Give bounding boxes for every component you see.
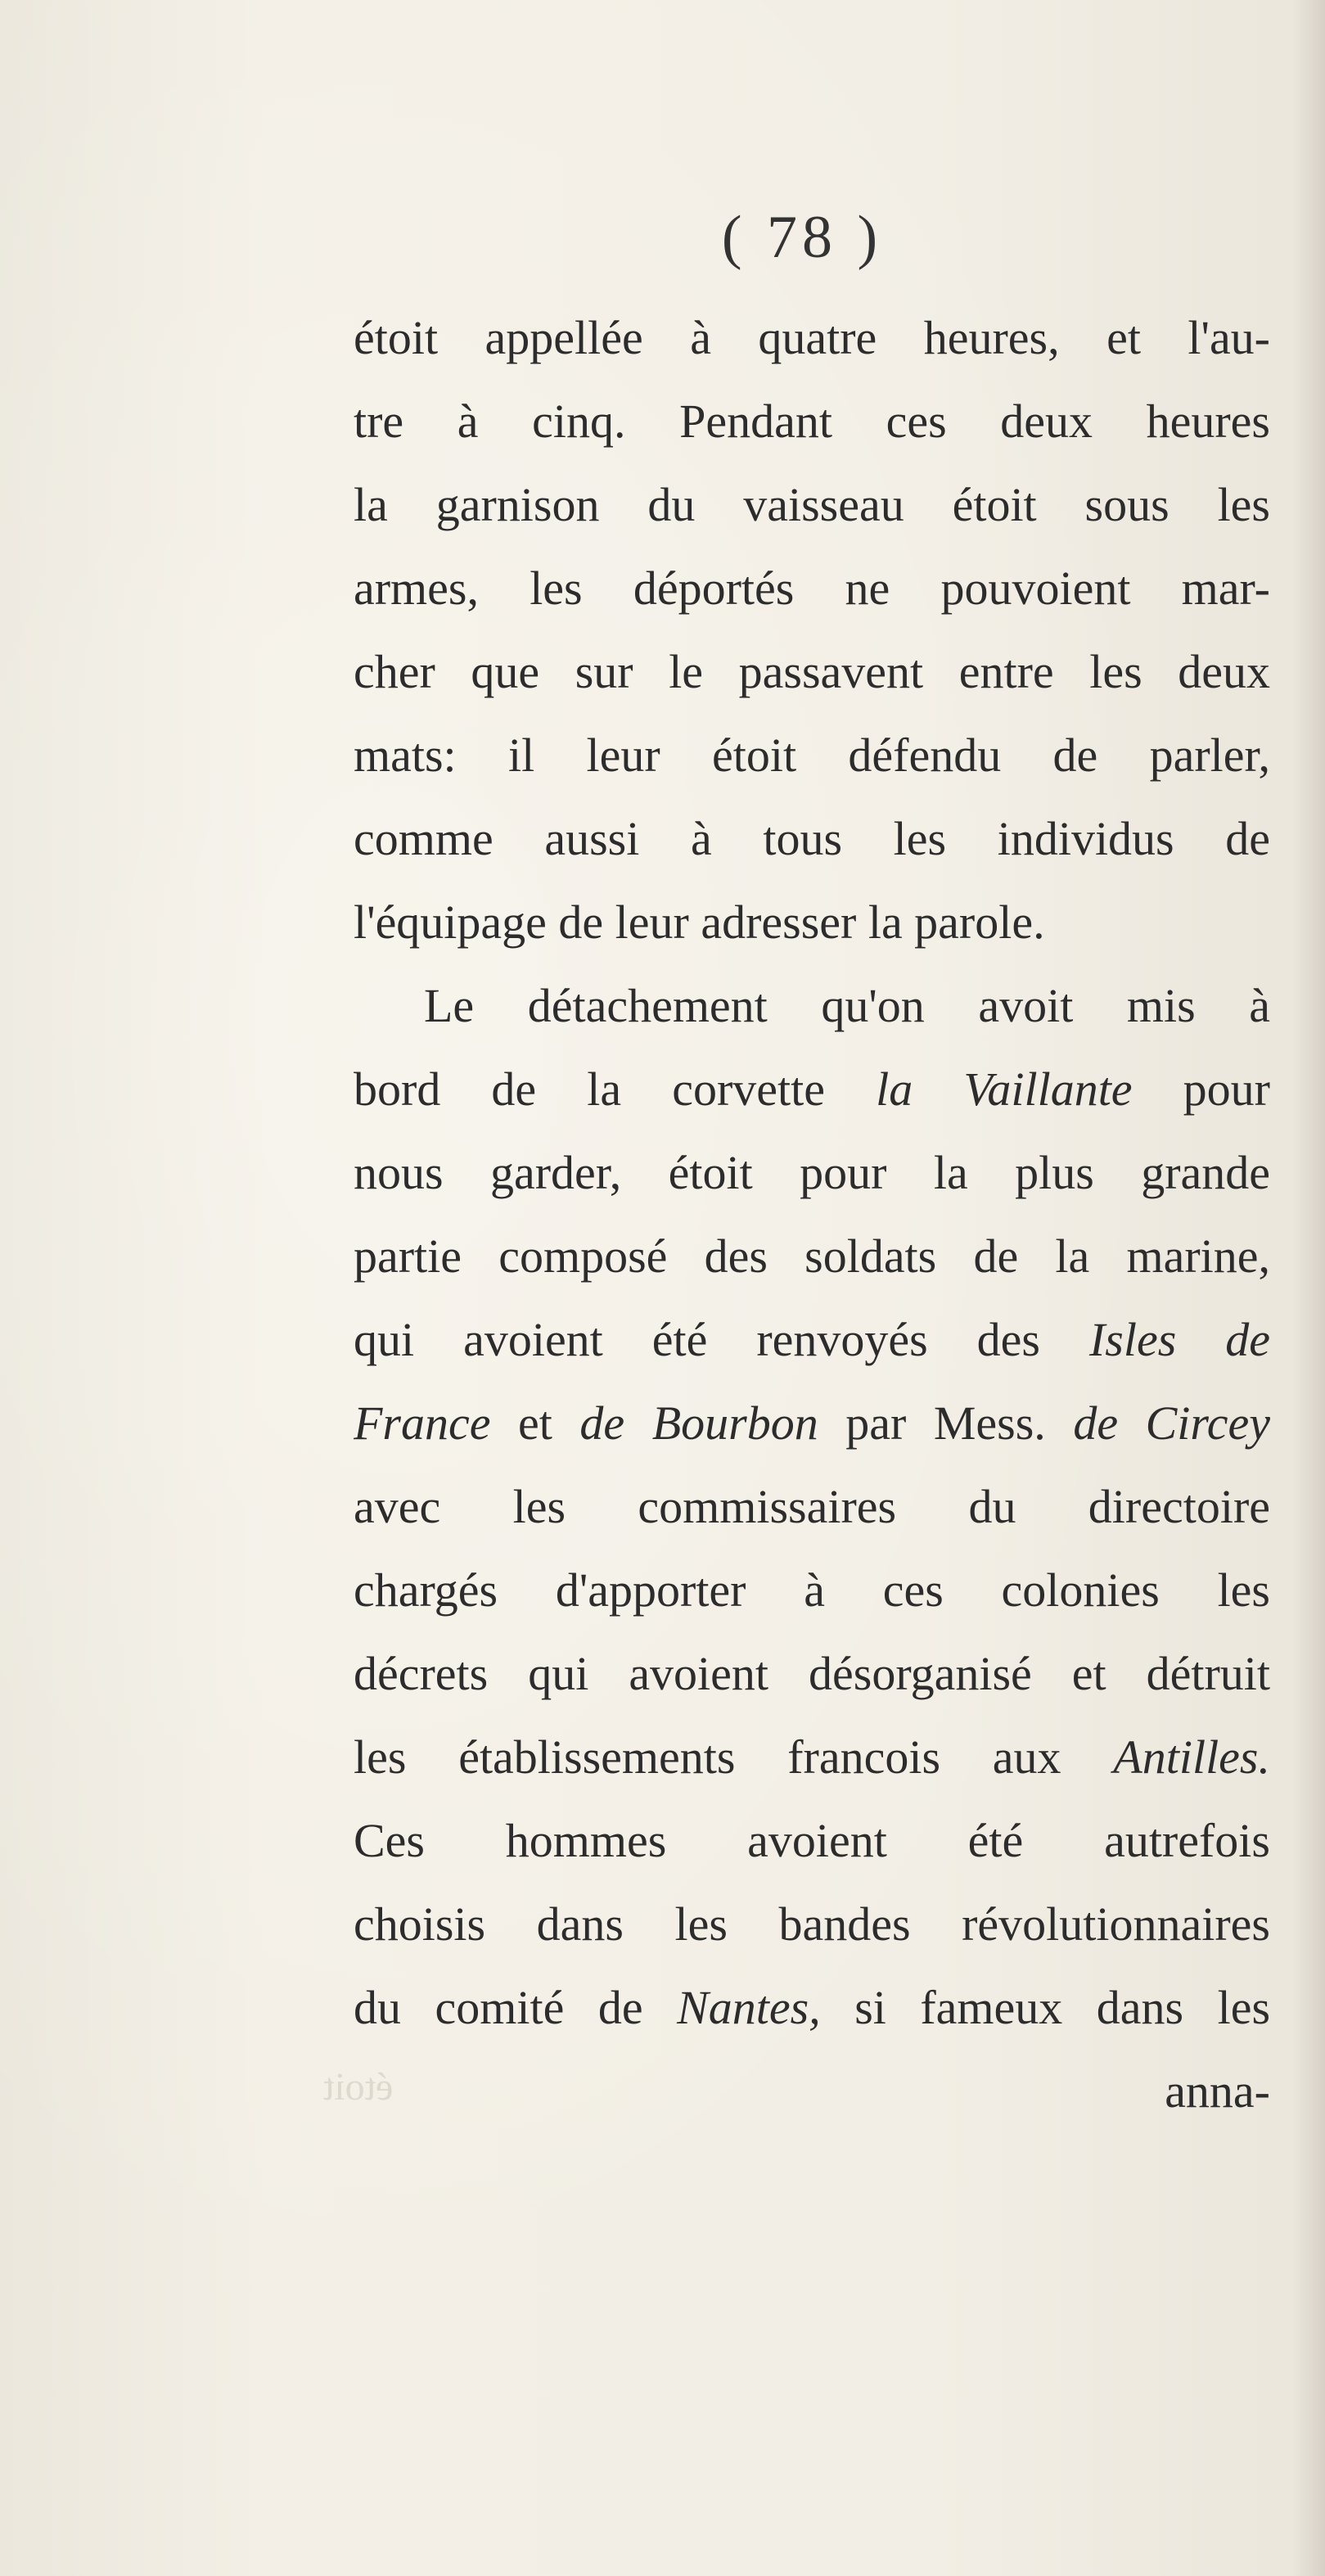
text-line: étoit appellée à quatre heures, et l'au-	[354, 311, 1270, 364]
text-line: armes, les déportés ne pouvoient mar-	[354, 562, 1270, 615]
show-through-text: étoit	[323, 2065, 394, 2109]
text-line: comme aussi à tous les individus de	[354, 812, 1270, 865]
text-segment: pour	[1183, 1062, 1270, 1116]
body-text	[354, 296, 1270, 2133]
text-line	[354, 1048, 1270, 1131]
place-name: Antilles.	[1113, 1730, 1270, 1784]
text-line: décrets qui avoient désorganisé et détruit	[354, 1647, 1270, 1700]
page-edge-shadow	[1292, 0, 1325, 2576]
place-name: Isles de	[1088, 1313, 1270, 1366]
page-number: ( 78 )	[721, 204, 883, 271]
text-line: tre à cinq. Pendant ces deux heures	[354, 395, 1270, 448]
text-segment: et	[518, 1396, 552, 1450]
text-segment: qui avoient été renvoyés des	[354, 1313, 1040, 1366]
text-line	[354, 1716, 1270, 1799]
text-line	[354, 1298, 1270, 1382]
person-name: de Circey	[1073, 1396, 1270, 1450]
ship-name: la Vaillante	[876, 1062, 1133, 1116]
place-name: Nantes,	[677, 1981, 821, 2034]
text-line: choisis dans les bandes révolutionnaires	[354, 1897, 1270, 1951]
text-line: chargés d'apporter à ces colonies les	[354, 1563, 1270, 1617]
catchword: anna-	[1165, 2064, 1270, 2118]
text-line: avec les commissaires du directoire	[354, 1480, 1270, 1533]
text-line	[354, 1966, 1270, 2050]
text-line: l'équipage de leur adresser la parole.	[354, 896, 1045, 949]
place-name: de Bourbon	[579, 1396, 818, 1450]
place-name: France	[354, 1396, 491, 1450]
paragraph-start-line: Le détachement qu'on avoit mis à	[424, 979, 1270, 1032]
text-segment: les établissements francois aux	[354, 1730, 1061, 1784]
text-segment: bord de la corvette	[354, 1062, 826, 1116]
text-line: mats: il leur étoit défendu de parler,	[354, 729, 1270, 782]
text-line	[354, 1382, 1270, 1465]
text-line: Ces hommes avoient été autrefois	[354, 1814, 1270, 1867]
text-segment: par Mess.	[845, 1396, 1074, 1450]
text-segment: du comité de	[354, 1981, 643, 2034]
text-line: nous garder, étoit pour la plus grande	[354, 1146, 1270, 1199]
text-line: partie composé des soldats de la marine,	[354, 1229, 1270, 1283]
text-segment: si fameux dans les	[854, 1981, 1270, 2034]
text-line: la garnison du vaisseau étoit sous les	[354, 478, 1270, 531]
text-line: cher que sur le passavent entre les deux	[354, 645, 1270, 698]
